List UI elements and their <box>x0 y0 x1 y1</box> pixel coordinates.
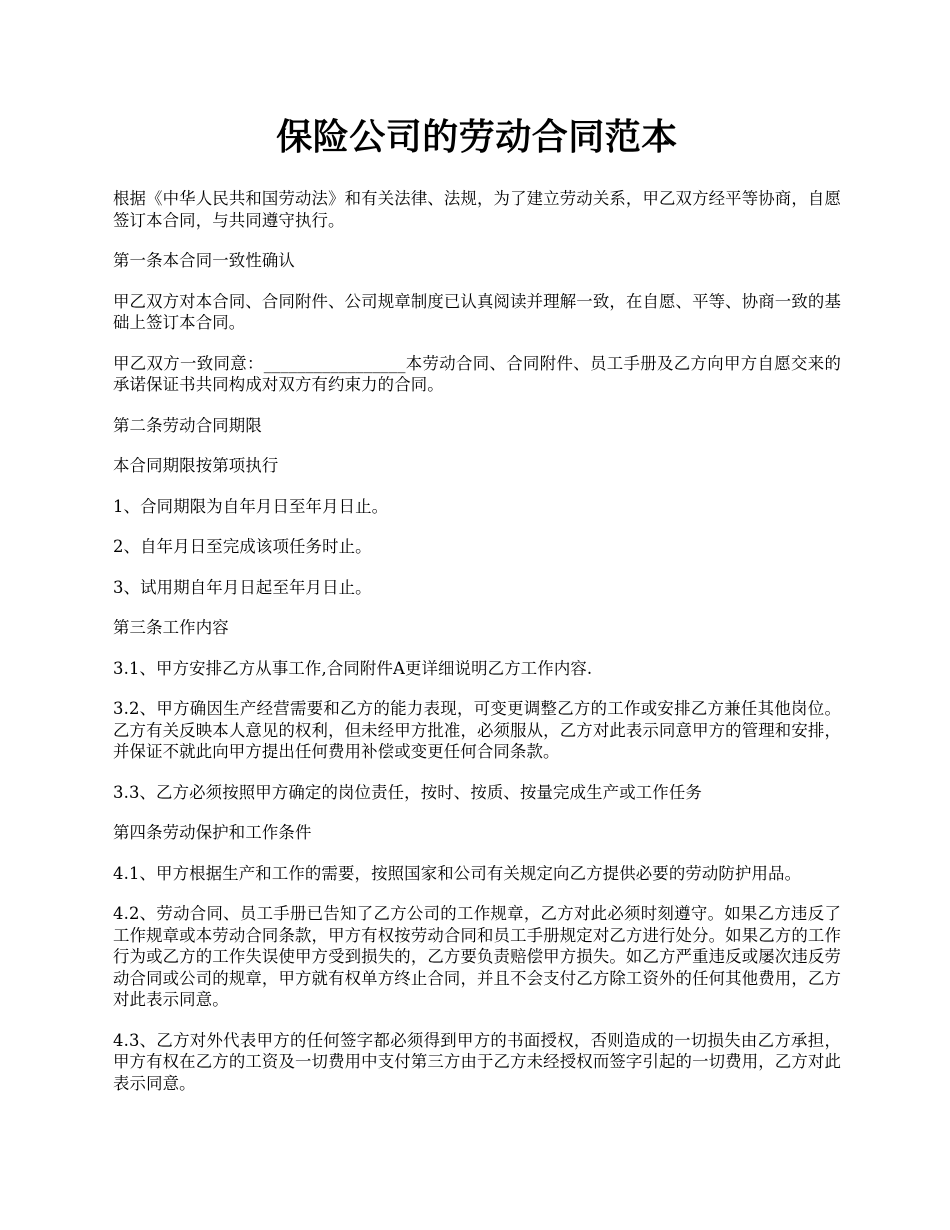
clause-3-3: 3.3、乙方必须按照甲方确定的岗位责任，按时、按质、按量完成生产或工作任务 <box>113 782 702 802</box>
heading-article-3: 第三条工作内容 <box>113 618 229 637</box>
document-title: 保险公司的劳动合同范本 <box>276 116 678 158</box>
clause-4-3: 4.3、乙方对外代表甲方的任何签字都必须得到甲方的书面授权，否则造成的一切损失由乙方承担，甲方有权在乙方的工资及一切费用中支付第三方由于乙方未经授权而签字引起的一切费用，乙方对此表示同意。 <box>113 1030 841 1093</box>
paragraph-article-1-agreement: 甲乙双方一致同意：_________________本劳动合同、合同附件、员工手册及乙方向甲方自愿交来的承诺保证书共同构成对双方有约束力的合同。 <box>113 353 841 394</box>
clause-3-2: 3.2、甲方确因生产经营需要和乙方的能力表现，可变更调整乙方的工作或安排乙方兼任其他岗位。乙方有关反映本人意见的权利，但未经甲方批准，必须服从，乙方对此表示同意甲方的管理和安排，并保证不就此向甲方提出任何费用补偿或变更任何合同条款。 <box>113 699 841 761</box>
paragraph-intro: 根据《中华人民共和国劳动法》和有关法律、法规，为了建立劳动关系，甲乙双方经平等协商，自愿签订本合同，与共同遵守执行。 <box>113 189 841 230</box>
heading-article-2: 第二条劳动合同期限 <box>113 415 262 435</box>
clause-3-1: 3.1、甲方安排乙方从事工作,合同附件A更详细说明乙方工作内容. <box>113 658 593 678</box>
list-item-term-2: 2、自年月日至完成该项任务时止。 <box>113 537 372 556</box>
heading-article-4: 第四条劳动保护和工作条件 <box>113 823 312 842</box>
document-page <box>113 0 841 1094</box>
clause-4-1: 4.1、甲方根据生产和工作的需要，按照国家和公司有关规定向乙方提供必要的劳动防护用品。 <box>113 863 802 883</box>
list-item-term-1: 1、合同期限为自年月日至年月日止。 <box>113 496 389 516</box>
paragraph-article-2-term: 本合同期限按第项执行 <box>113 456 279 475</box>
paragraph-article-1-body: 甲乙双方对本合同、合同附件、公司规章制度已认真阅读并理解一致，在自愿、平等、协商一致的基础上签订本合同。 <box>113 291 841 332</box>
clause-4-2: 4.2、劳动合同、员工手册已告知了乙方公司的工作规章，乙方对此必须时刻遵守。如果乙方违反了工作规章或本劳动合同条款，甲方有权按劳动合同和员工手册规定对乙方进行处分。如果乙方的工作行为或乙方的工作失误使甲方受到损失的，乙方要负责赔偿甲方损失。如乙方严重违反或屡次违反劳动合同或公司的规章，甲方就有权单方终止合同，并且不会支付乙方除工资外的任何其他费用，乙方对此表示同意。 <box>113 904 841 1009</box>
list-item-term-3: 3、试用期自年月日起至年月日止。 <box>113 577 372 597</box>
heading-article-1: 第一条本合同一致性确认 <box>113 251 295 270</box>
